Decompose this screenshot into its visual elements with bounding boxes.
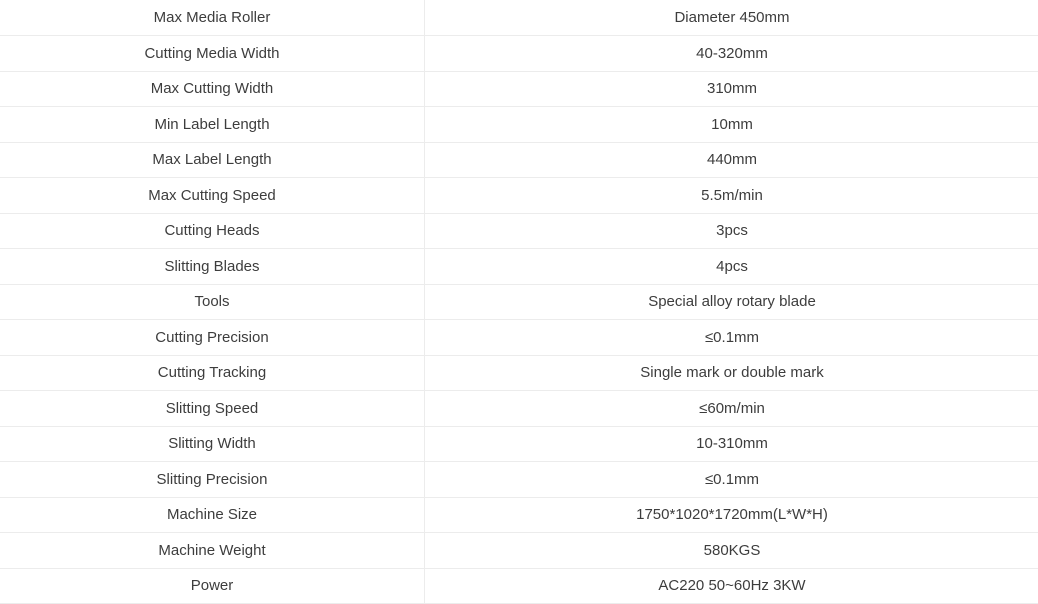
table-row (0, 320, 1038, 356)
spec-value: 10mm (425, 107, 1038, 143)
spec-value: AC220 50~60Hz 3KW (425, 568, 1038, 604)
spec-parameter: Slitting Blades (0, 249, 425, 285)
spec-value: 580KGS (425, 533, 1038, 569)
spec-value: Single mark or double mark (425, 355, 1038, 391)
spec-value: ≤60m/min (425, 391, 1038, 427)
spec-parameter: Tools (0, 284, 425, 320)
table-row (0, 71, 1038, 107)
table-row (0, 426, 1038, 462)
table-row (0, 462, 1038, 498)
spec-value: Special alloy rotary blade (425, 284, 1038, 320)
table-row (0, 178, 1038, 214)
spec-parameter: Cutting Heads (0, 213, 425, 249)
table-row (0, 142, 1038, 178)
table-row (0, 568, 1038, 604)
spec-value: Diameter 450mm (425, 0, 1038, 36)
spec-parameter: Slitting Speed (0, 391, 425, 427)
table-row (0, 391, 1038, 427)
spec-parameter: Power (0, 568, 425, 604)
spec-value: 3pcs (425, 213, 1038, 249)
spec-parameter: Max Media Roller (0, 0, 425, 36)
spec-parameter: Slitting Width (0, 426, 425, 462)
table-row (0, 497, 1038, 533)
spec-parameter: Machine Size (0, 497, 425, 533)
spec-parameter: Max Cutting Speed (0, 178, 425, 214)
spec-value: ≤0.1mm (425, 462, 1038, 498)
spec-value: 5.5m/min (425, 178, 1038, 214)
spec-parameter: Min Label Length (0, 107, 425, 143)
spec-parameter: Max Cutting Width (0, 71, 425, 107)
spec-value: ≤0.1mm (425, 320, 1038, 356)
table-row (0, 533, 1038, 569)
spec-parameter: Max Label Length (0, 142, 425, 178)
table-row (0, 355, 1038, 391)
spec-value: 1750*1020*1720mm(L*W*H) (425, 497, 1038, 533)
spec-parameter: Cutting Media Width (0, 36, 425, 72)
spec-parameter: Cutting Tracking (0, 355, 425, 391)
table-row (0, 36, 1038, 72)
spec-value: 440mm (425, 142, 1038, 178)
spec-value: 10-310mm (425, 426, 1038, 462)
spec-parameter: Machine Weight (0, 533, 425, 569)
table-row (0, 249, 1038, 285)
table-row (0, 0, 1038, 36)
table-row (0, 213, 1038, 249)
spec-value: 4pcs (425, 249, 1038, 285)
table-row (0, 284, 1038, 320)
spec-value: 40-320mm (425, 36, 1038, 72)
spec-parameter: Slitting Precision (0, 462, 425, 498)
table-row (0, 107, 1038, 143)
spec-value: 310mm (425, 71, 1038, 107)
spec-parameter: Cutting Precision (0, 320, 425, 356)
